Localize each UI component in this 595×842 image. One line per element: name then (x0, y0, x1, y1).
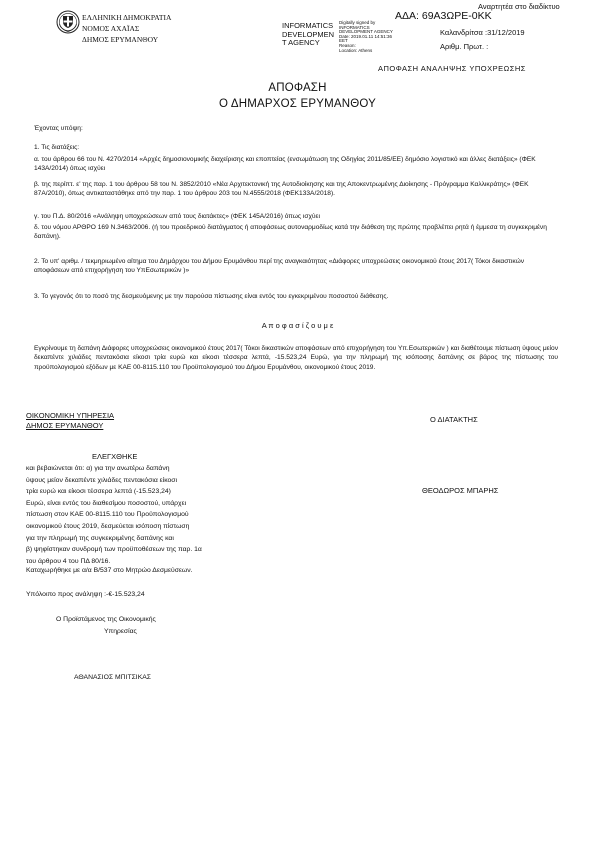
posting-note: Αναρτητέα στο διαδίκτυο (478, 2, 560, 11)
certification-line: και βεβαιώνεται ότι: α) για την ανωτέρω δαπάνη (26, 465, 170, 472)
financial-service-municipality: ΔΗΜΟΣ ΕΡΥΜΑΝΘΟΥ (26, 421, 104, 430)
document-date: Καλανδρίτσα :31/12/2019 (440, 28, 525, 37)
informatics-logo-line: T AGENCY (282, 38, 320, 48)
digital-signature-line: EET (339, 38, 348, 44)
item-1-b: β. της περίπτ. ε' της παρ. 1 του άρθρου 58 του Ν. 3852/2010 «Νέα Αρχιτεκτονική της Αυτοδιοίκησης και της Αποκεντρωμένης Διοίκησης - Πρόγραμμα Καλλικράτης» (ΦΕΚ 87Α/2010), όπως αντικαταστάθηκε από την παρ. 1 του άρθρου 203 του Ν.4555/2018 (ΦΕΚ133Α/2018). (34, 181, 529, 198)
digital-signature-line: Reason: (339, 42, 356, 48)
digital-signature-line: DEVELOPMENT AGENCY (339, 29, 393, 35)
protocol-number: Αριθμ. Πρωτ. : (440, 42, 489, 51)
header-municipality: ΔΗΜΟΣ ΕΡΥΜΑΝΘΟΥ (82, 35, 159, 44)
item-1-a: α. του άρθρου 66 του Ν. 4270/2014 «Αρχές δημοσιονομικής διαχείρισης και εποπτείας (ενσωμάτωση της Οδηγίας 2011/85/ΕΕ) δημόσιο λογιστικό και άλλες διατάξεις» (ΦΕΚ 143Α/2014) όπως ισχύει (34, 156, 536, 173)
informatics-logo-line: DEVELOPMEN (282, 29, 335, 39)
authorizing-officer-name: ΘΕΟΔΩΡΟΣ ΜΠΑΡΗΣ (422, 486, 499, 495)
certification-line: πίστωση στον ΚΑΕ 00-8115.110 του Προϋπολογισμού (26, 511, 189, 519)
header-republic: ΕΛΛΗΝΙΚΗ ΔΗΜΟΚΡΑΤΙΑ (82, 13, 172, 22)
decision-text: Εγκρίνουμε τη δαπάνη Διάφορες υποχρεώσεις οικονομικού έτους 2017( Τόκοι δικαστικών αποφάσεων από επιχορήγηση του Υπ.Εσωτερικών ) και διαθέτουμε πίστωση ύψους μείον δεκαπέντε χιλιάδες πεντακόσια είκοσι τρία ευρώ και είκοσι τέσσερα λεπτά, -15.523,24 Ευρώ, για την πληρωμή της ισόποσης δαπάνης σε βάρος της πίστωσης του προϋπολογισμού εξόδων με ΚΑΕ 00-8115.110 του Προϋπολογισμού του Δήμου Ερυμάνθου, οικονομικού έτους 2019. (34, 345, 558, 371)
digital-signature-line: Location: Athens (339, 47, 373, 53)
remaining-balance: Υπόλοιπο προς ανάληψη :-€-15.523,24 (26, 591, 145, 598)
informatics-logo (282, 22, 334, 48)
certification-line: για την πληρωμή της συγκεκριμένης δαπάνης και (26, 534, 174, 542)
item-1-c: γ. του Π.Δ. 80/2016 «Ανάληψη υποχρεώσεων από τους διατάκτες» (ΦΕΚ 145Α/2016) όπως ισχύει (34, 213, 320, 220)
item-1-d: δ. του νόμου ΑΡΘΡΟ 169 Ν.3463/2006. (ή του προεδρικού διατάγματος ή αποφάσεως αυτοναρμοδίως κατά την διάθεση της πρώτης προβλέπει ρητά ή έμμεσα τη συγκεκριμένη δαπάνη). (34, 224, 547, 241)
certification-line: β) ψηφίστηκαν συνδρομή των προϋποθέσεων της παρ. 1α (26, 546, 202, 554)
document-subtitle: Ο ΔΗΜΑΡΧΟΣ ΕΡΥΜΑΝΘΟΥ (218, 98, 377, 110)
head-of-finance-title: Ο Προϊστάμενος της Οικονομικής (56, 616, 156, 623)
head-of-finance-title-2: Υπηρεσίας (104, 628, 137, 635)
decide-heading: Α π ο φ α σ ί ζ ο υ μ ε (261, 321, 334, 330)
item-1-heading: 1. Τις διατάξεις: (34, 144, 80, 151)
head-of-finance-name: ΑΘΑΝΑΣΙΟΣ ΜΠΙΤΣΙΚΑΣ (74, 674, 151, 681)
commitment-registry: Καταχωρήθηκε με α/α Β/537 στο Μητρώο Δεσμεύσεων. (26, 567, 193, 574)
checked-label: ΕΛΕΓΧΘΗΚΕ (92, 452, 138, 461)
certification-line: οικονομικού έτους 2019, δεσμεύεται ισόποση πίστωση (26, 522, 190, 530)
certification-text (26, 463, 262, 567)
digital-signature-details (339, 21, 393, 53)
certification-line: του άρθρου 4 του ΠΔ 80/16. (26, 557, 111, 565)
document-type: ΑΠΟΦΑΣΗ ΑΝΑΛΗΨΗΣ ΥΠΟΧΡΕΩΣΗΣ (378, 64, 526, 73)
item-3: 3. Το γεγονός ότι το ποσό της δεσμευόμενης με την παρούσα πίστωσης είναι εντός του εγκεκριμένου ποσοστού διάθεσης. (34, 293, 389, 300)
header-prefecture: ΝΟΜΟΣ ΑΧΑΪΑΣ (82, 24, 140, 33)
informatics-logo-line: INFORMATICS (282, 21, 334, 30)
greek-emblem-icon (56, 10, 80, 34)
digital-signature-line: INFORMATICS (339, 24, 370, 30)
certification-line: τρία ευρώ και είκοσι τέσσερα λεπτά (-15.523,24) (26, 488, 171, 496)
digital-signature-line: Date: 2019.01.11 14:51:36 (339, 33, 392, 39)
item-2: 2. Το υπ' αριθμ. / τεκμηριωμένο αίτημα του Δημάρχου του Δήμου Ερυμάνθου περί της αναγκαιότητας «Διάφορες υποχρεώσεις οικονομικού έτους 2017( Τόκοι δικαστικών αποφάσεων από επιχορήγηση του ΥπΕσωτερικών )» (34, 258, 525, 275)
having-regard: Έχοντας υπόψη: (34, 125, 83, 132)
financial-service-label: ΟΙΚΟΝΟΜΙΚΗ ΥΠΗΡΕΣΙΑ (26, 411, 115, 420)
authorizing-officer-role: Ο ΔΙΑΤΑΚΤΗΣ (430, 415, 478, 424)
certification-line: Ευρώ, είναι εντός του διαθεσίμου ποσοστού, υπάρχει (26, 499, 187, 507)
certification-line: ύψους μείον δεκαπέντε χιλιάδες πεντακόσια είκοσι (26, 476, 178, 484)
document-title: ΑΠΟΦΑΣΗ (268, 82, 327, 94)
ada-code: ΑΔΑ: 69Α3ΩΡΕ-0ΚΚ (395, 10, 492, 22)
digital-signature-line: Digitally signed by (339, 20, 376, 25)
